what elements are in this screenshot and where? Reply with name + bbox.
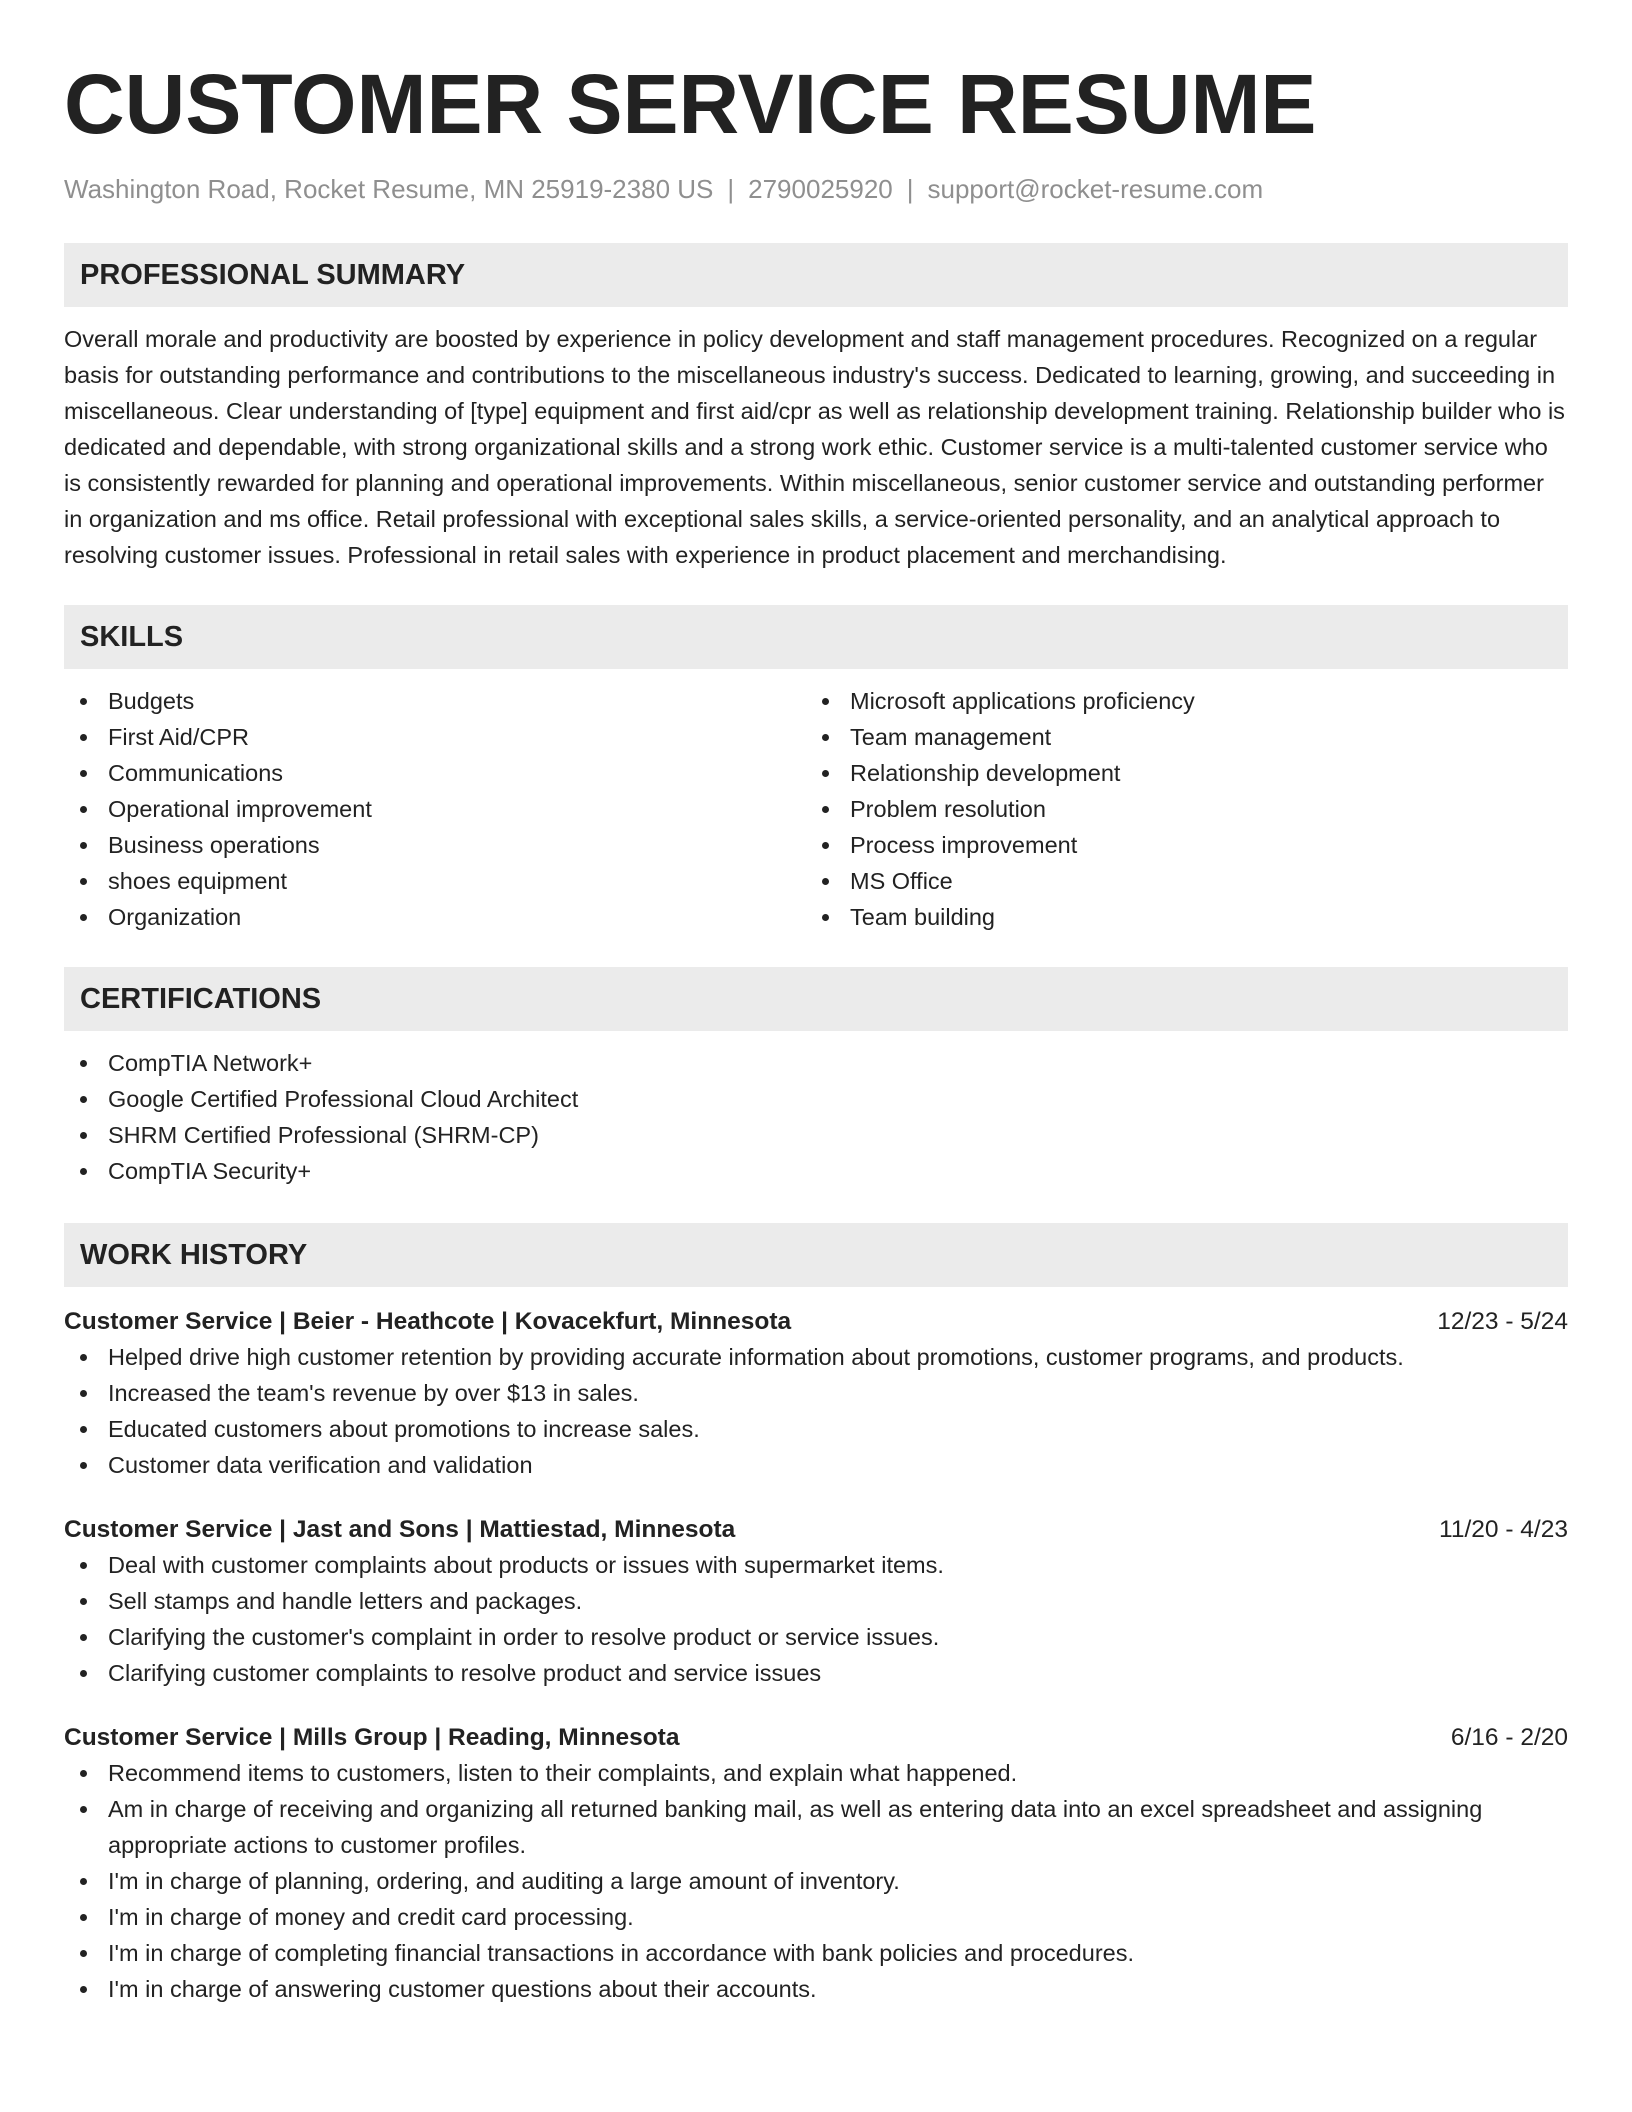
job-entry (64, 1305, 1568, 1483)
skills-list-left (64, 683, 806, 935)
certifications-list (64, 1045, 1568, 1189)
skills-grid (64, 683, 1568, 935)
contact-phone: 2790025920 (748, 174, 893, 204)
job-bullet: Educated customers about promotions to increase sales. (64, 1411, 1568, 1447)
job-header (64, 1513, 1568, 1547)
job-bullet: Clarifying customer complaints to resolve product and service issues (64, 1655, 1568, 1691)
job-title: Customer Service | Mills Group | Reading, Minnesota (64, 1724, 680, 1751)
certifications-heading: CERTIFICATIONS (64, 967, 1568, 1031)
skill-item: shoes equipment (64, 863, 806, 899)
job-dates: 6/16 - 2/20 (1450, 1724, 1568, 1751)
summary-heading: PROFESSIONAL SUMMARY (64, 243, 1568, 307)
job-bullet: Recommend items to customers, listen to their complaints, and explain what happened. (64, 1755, 1568, 1791)
contact-line (64, 172, 1568, 206)
skill-item: Organization (64, 899, 806, 935)
job-title: Customer Service | Jast and Sons | Mattiestad, Minnesota (64, 1516, 736, 1543)
contact-address: Washington Road, Rocket Resume, MN 25919-2380 US (64, 174, 714, 204)
certifications-section (64, 967, 1568, 1189)
job-bullets (64, 1547, 1568, 1691)
skill-item: Problem resolution (806, 791, 1548, 827)
skill-item: Process improvement (806, 827, 1548, 863)
skills-heading: SKILLS (64, 605, 1568, 669)
job-header (64, 1721, 1568, 1755)
job-bullet: Helped drive high customer retention by providing accurate information about promotions, customer programs, and products. (64, 1339, 1568, 1375)
contact-email[interactable]: support@rocket-resume.com (927, 174, 1264, 204)
job-dates: 12/23 - 5/24 (1437, 1308, 1568, 1335)
skills-list-right (806, 683, 1548, 935)
job-bullet: I'm in charge of planning, ordering, and auditing a large amount of inventory. (64, 1863, 1568, 1899)
certification-item: CompTIA Network+ (64, 1045, 1568, 1081)
work-history-section (64, 1223, 1568, 2007)
job-entry (64, 1513, 1568, 1691)
job-header (64, 1305, 1568, 1339)
skill-item: Budgets (64, 683, 806, 719)
job-bullet: Deal with customer complaints about products or issues with supermarket items. (64, 1547, 1568, 1583)
certification-item: SHRM Certified Professional (SHRM-CP) (64, 1117, 1568, 1153)
job-bullet: Clarifying the customer's complaint in order to resolve product or service issues. (64, 1619, 1568, 1655)
job-bullets (64, 1755, 1568, 2007)
job-title: Customer Service | Beier - Heathcote | Kovacekfurt, Minnesota (64, 1308, 792, 1335)
job-bullet: Am in charge of receiving and organizing all returned banking mail, as well as entering data into an excel spreadsheet and assigning appropriate actions to customer profiles. (64, 1791, 1568, 1863)
job-bullet: I'm in charge of money and credit card processing. (64, 1899, 1568, 1935)
certification-item: Google Certified Professional Cloud Architect (64, 1081, 1568, 1117)
job-bullets (64, 1339, 1568, 1483)
resume-page (64, 56, 1568, 2007)
job-entry (64, 1721, 1568, 2007)
job-bullet: I'm in charge of completing financial transactions in accordance with bank policies and procedures. (64, 1935, 1568, 1971)
contact-separator: | (906, 174, 914, 204)
resume-title: CUSTOMER SERVICE RESUME (64, 57, 1317, 151)
skill-item: Microsoft applications proficiency (806, 683, 1548, 719)
skill-item: Communications (64, 755, 806, 791)
job-bullet: Customer data verification and validation (64, 1447, 1568, 1483)
summary-section (64, 243, 1568, 573)
skill-item: MS Office (806, 863, 1548, 899)
job-dates: 11/20 - 4/23 (1439, 1516, 1568, 1543)
summary-text: Overall morale and productivity are boosted by experience in policy development and staff management procedures. Recognized on a regular basis for outstanding performance and contributions to the miscellaneous industry's success. Dedicated to learning, growing, and succeeding in miscellaneous. Clear understanding of [type] equipment and first aid/cpr as well as relationship development training. Relationship builder who is dedicated and dependable, with strong organizational skills and a strong work ethic. Customer service is a multi-talented customer service who is consistently rewarded for planning and operational improvements. Within miscellaneous, senior customer service and outstanding performer in organization and ms office. Retail professional with exceptional sales skills, a service-oriented personality, and an analytical approach to resolving customer issues. Professional in retail sales with experience in product placement and merchandising. (64, 326, 1565, 568)
skill-item: First Aid/CPR (64, 719, 806, 755)
certification-item: CompTIA Security+ (64, 1153, 1568, 1189)
skill-item: Business operations (64, 827, 806, 863)
skills-section (64, 605, 1568, 935)
work-history-heading: WORK HISTORY (64, 1223, 1568, 1287)
skill-item: Operational improvement (64, 791, 806, 827)
contact-separator: | (727, 174, 735, 204)
skill-item: Relationship development (806, 755, 1548, 791)
job-bullet: Increased the team's revenue by over $13 in sales. (64, 1375, 1568, 1411)
skill-item: Team building (806, 899, 1548, 935)
job-bullet: I'm in charge of answering customer questions about their accounts. (64, 1971, 1568, 2007)
job-bullet: Sell stamps and handle letters and packages. (64, 1583, 1568, 1619)
skill-item: Team management (806, 719, 1548, 755)
